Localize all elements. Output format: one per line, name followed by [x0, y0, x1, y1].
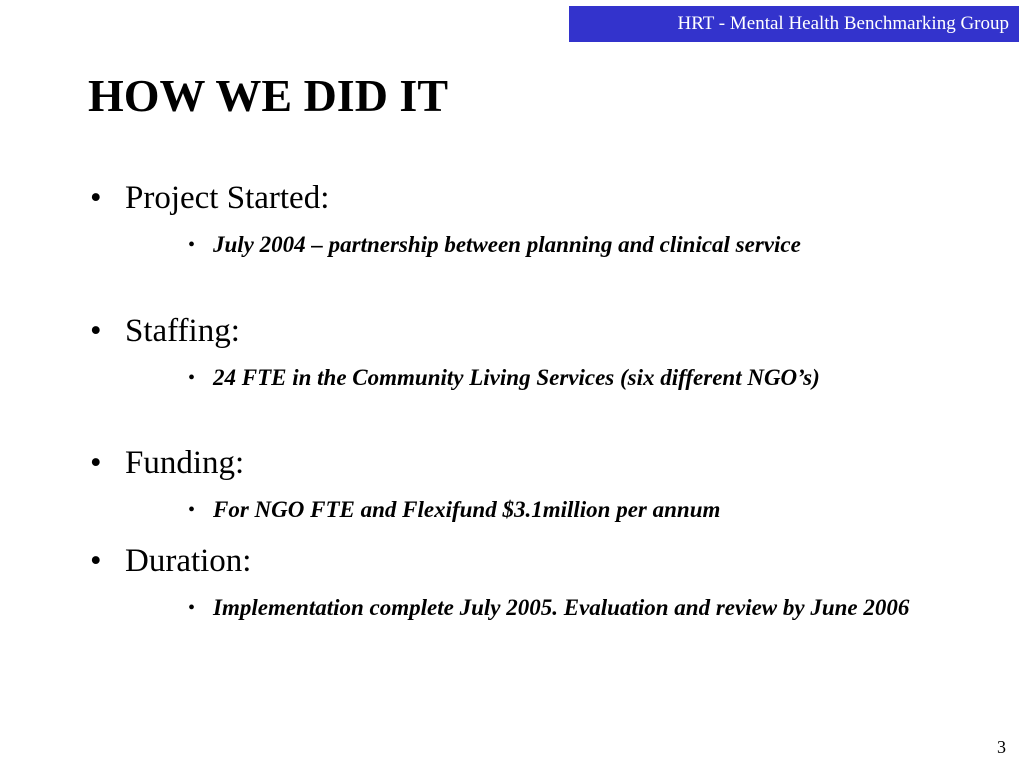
sub-bullet-icon: • — [188, 499, 196, 521]
sub-bullet-funding — [188, 493, 928, 527]
bullet-heading: Funding: — [125, 445, 245, 481]
bullet-project-started — [90, 178, 329, 218]
sub-bullet-text: Implementation complete July 2005. Evaluation and review by June 2006 — [213, 595, 910, 620]
sub-bullet-icon: • — [188, 234, 196, 256]
sub-bullet-icon: • — [188, 367, 196, 389]
bullet-duration — [90, 541, 251, 581]
page-title: HOW WE DID IT — [88, 70, 449, 121]
bullet-staffing — [90, 311, 240, 351]
bullet-heading: Project Started: — [125, 180, 330, 216]
bullet-icon: • — [90, 543, 102, 579]
slide-number: 3 — [997, 737, 1006, 757]
bullet-heading: Staffing: — [125, 313, 240, 349]
sub-bullet-text: July 2004 – partnership between planning and clinical service — [213, 232, 801, 257]
sub-bullet-staffing — [188, 361, 928, 395]
bullet-icon: • — [90, 180, 102, 216]
bullet-icon: • — [90, 313, 102, 349]
sub-bullet-duration — [188, 591, 928, 625]
bullet-icon: • — [90, 445, 102, 481]
bullet-funding — [90, 443, 244, 483]
sub-bullet-text: For NGO FTE and Flexifund $3.1million per annum — [213, 497, 721, 522]
sub-bullet-icon: • — [188, 597, 196, 619]
sub-bullet-project-started — [188, 228, 928, 262]
bullet-heading: Duration: — [125, 543, 252, 579]
sub-bullet-text: 24 FTE in the Community Living Services (six different NGO’s) — [213, 365, 820, 390]
header-banner-text: HRT - Mental Health Benchmarking Group — [677, 13, 1009, 34]
